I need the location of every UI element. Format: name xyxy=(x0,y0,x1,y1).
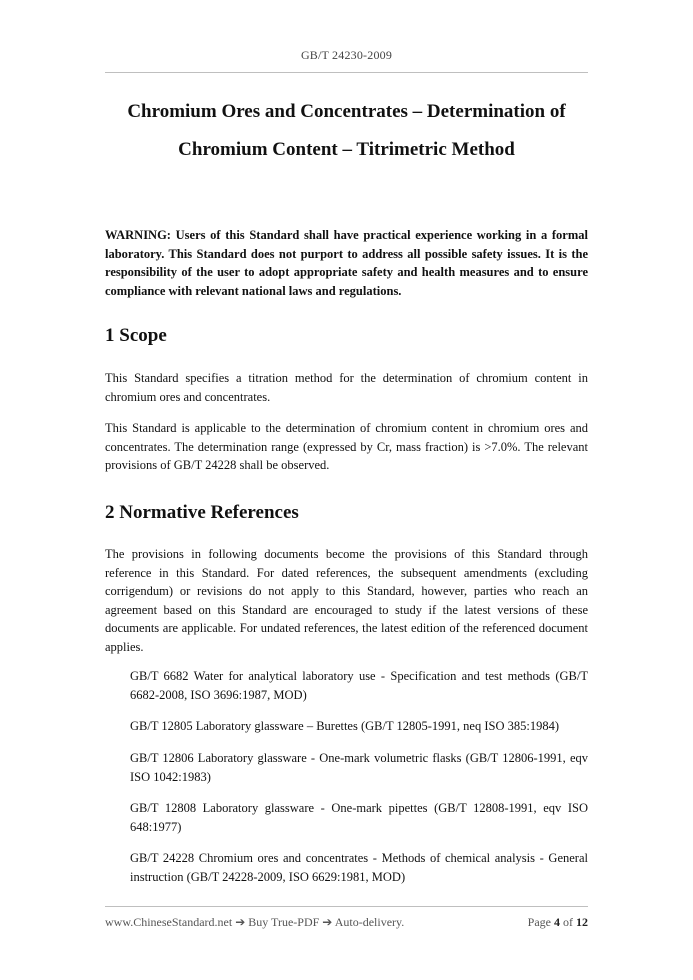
reference-item: GB/T 12808 Laboratory glassware - One-mark pipettes (GB/T 12808-1991, eqv ISO 648:1977) xyxy=(130,801,588,834)
reference-item: GB/T 12805 Laboratory glassware – Burettes (GB/T 12805-1991, neq ISO 385:1984) xyxy=(130,719,559,733)
reference-item: GB/T 24228 Chromium ores and concentrates - Methods of chemical analysis - General instruction (GB/T 24228-2009, ISO 6629:1981, MOD) xyxy=(130,851,588,884)
page-indicator xyxy=(528,915,588,930)
page-total: 12 xyxy=(576,915,588,929)
warning-paragraph: WARNING: Users of this Standard shall have practical experience working in a formal laboratory. This Standard does not purport to address all possible safety issues. It is the responsibility of the user to adopt appropriate safety and health measures and to ensure compliance with relevant national laws and regulations. xyxy=(105,228,588,298)
scope-paragraph-1: This Standard specifies a titration method for the determination of chromium content in chromium ores and concentrates. xyxy=(105,371,588,404)
reference-item: GB/T 12806 Laboratory glassware - One-mark volumetric flasks (GB/T 12806-1991, eqv ISO 1042:1983) xyxy=(130,751,588,784)
footer-links xyxy=(105,915,404,930)
running-header: GB/T 24230-2009 xyxy=(300,48,393,62)
footer-divider xyxy=(105,906,588,907)
page-label: Page xyxy=(527,915,551,929)
header-divider xyxy=(105,72,588,73)
auto-delivery-text: Auto-delivery. xyxy=(334,915,405,929)
document-title-line-1: Chromium Ores and Concentrates – Determination of xyxy=(127,101,566,122)
document-title-line-2: Chromium Content – Titrimetric Method xyxy=(178,139,515,160)
scope-paragraph-2: This Standard is applicable to the determination of chromium content in chromium ores and concentrates. The determination range (expressed by Cr, mass fraction) is >7.0%. The relevant provisions of GB/T 24228 shall be observed. xyxy=(105,421,588,473)
arrow-right-icon: ➔ xyxy=(319,915,335,929)
site-link[interactable]: www.ChineseStandard.net xyxy=(105,915,233,929)
arrow-right-icon: ➔ xyxy=(232,915,249,929)
of-label: of xyxy=(563,915,573,929)
section-heading-scope: 1 Scope xyxy=(105,325,167,346)
section-heading-normative-references: 2 Normative References xyxy=(105,502,299,523)
references-intro-paragraph: The provisions in following documents become the provisions of this Standard through reference in this Standard. For dated references, the subsequent amendments (excluding corrigendum) or revisions do not apply to this Standard, however, parties who reach an agreement based on this Standard are encouraged to study if the latest versions of these documents are applicable. For undated references, the latest edition of the referenced document applies. xyxy=(105,547,588,654)
buy-pdf-link[interactable]: Buy True-PDF xyxy=(248,915,320,929)
page-number: 4 xyxy=(554,915,560,929)
reference-item: GB/T 6682 Water for analytical laboratory use - Specification and test methods (GB/T 6682-2008, ISO 3696:1987, MOD) xyxy=(130,669,588,702)
